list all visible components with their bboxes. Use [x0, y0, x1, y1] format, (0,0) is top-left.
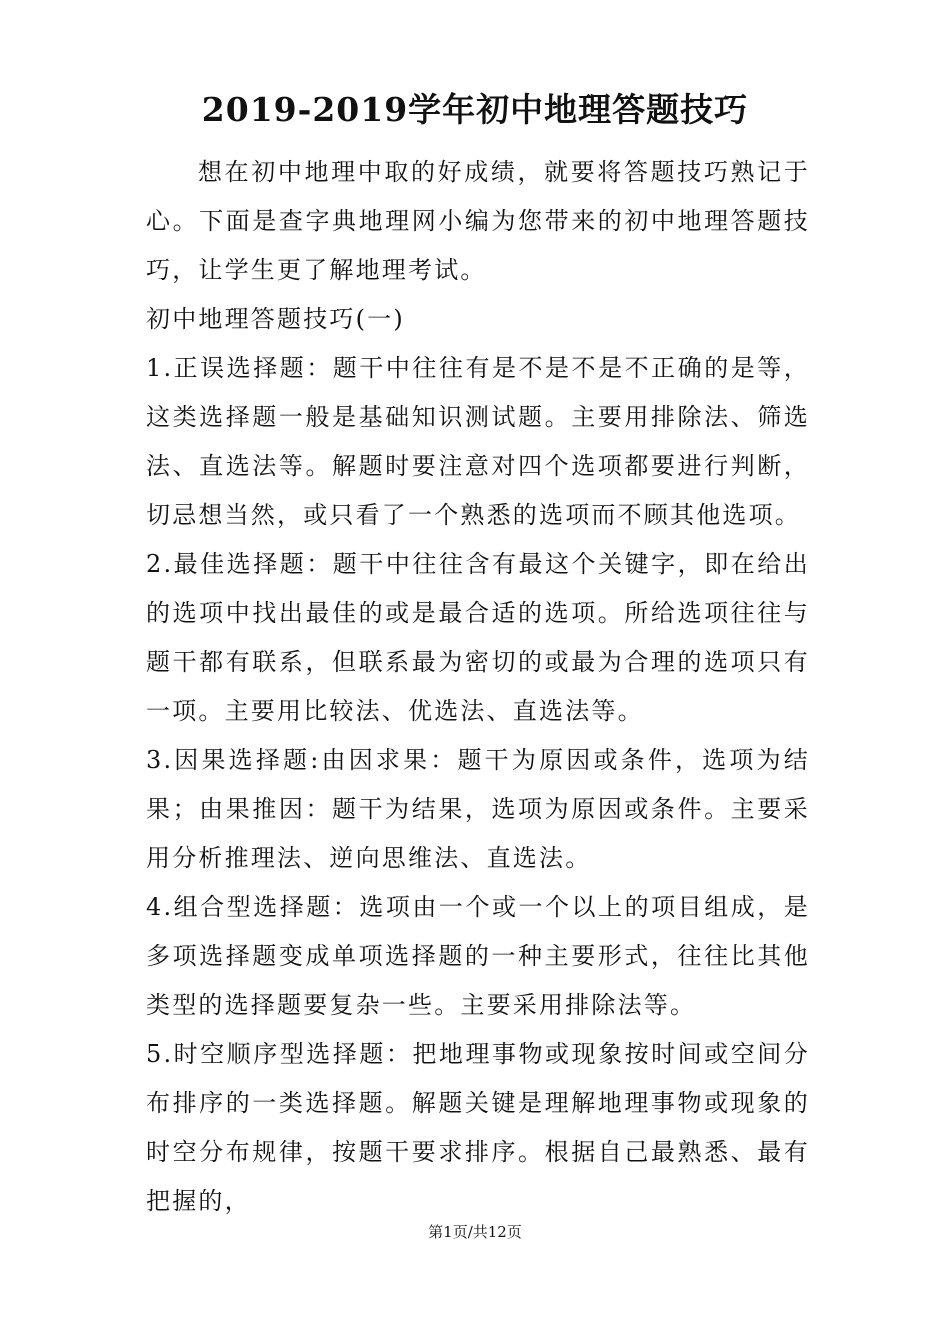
section-heading: 初中地理答题技巧(一): [146, 305, 405, 333]
tip-paragraph-5: 5.时空顺序型选择题：把地理事物或现象按时间或空间分布排序的一类选择题。解题关键是理解地理事物或现象的时空分布规律，按题干要求排序。根据自己最熟悉、最有把握的，: [146, 1040, 810, 1215]
tip-paragraph-2: 2.最佳选择题：题干中往往含有最这个关键字，即在给出的选项中找出最佳的或是最合适的选项。所给选项往往与题干都有联系，但联系最为密切的或最为合理的选项只有一项。主要用比较法、优选法、直选法等。: [146, 550, 810, 725]
document-title: 2019-2019学年初中地理答题技巧: [201, 90, 749, 129]
tip-paragraph-4: 4.组合型选择题：选项由一个或一个以上的项目组成，是多项选择题变成单项选择题的一种主要形式，往往比其他类型的选择题要复杂一些。主要采用排除法等。: [146, 893, 810, 1019]
document-body: [146, 148, 810, 1226]
tip-paragraph-3: 3.因果选择题:由因求果：题干为原因或条件，选项为结果；由果推因：题干为结果，选项为原因或条件。主要采用分析推理法、逆向思维法、直选法。: [146, 746, 810, 872]
page-number-footer: 第1页/共12页: [428, 1223, 522, 1241]
tip-paragraph-1: 1.正误选择题：题干中往往有是不是不是不正确的是等，这类选择题一般是基础知识测试题。主要用排除法、筛选法、直选法等。解题时要注意对四个选项都要进行判断，切忌想当然，或只看了一个熟悉的选项而不顾其他选项。: [146, 354, 810, 529]
intro-paragraph: 想在初中地理中取的好成绩，就要将答题技巧熟记于心。下面是查字典地理网小编为您带来的初中地理答题技巧，让学生更了解地理考试。: [146, 158, 810, 284]
